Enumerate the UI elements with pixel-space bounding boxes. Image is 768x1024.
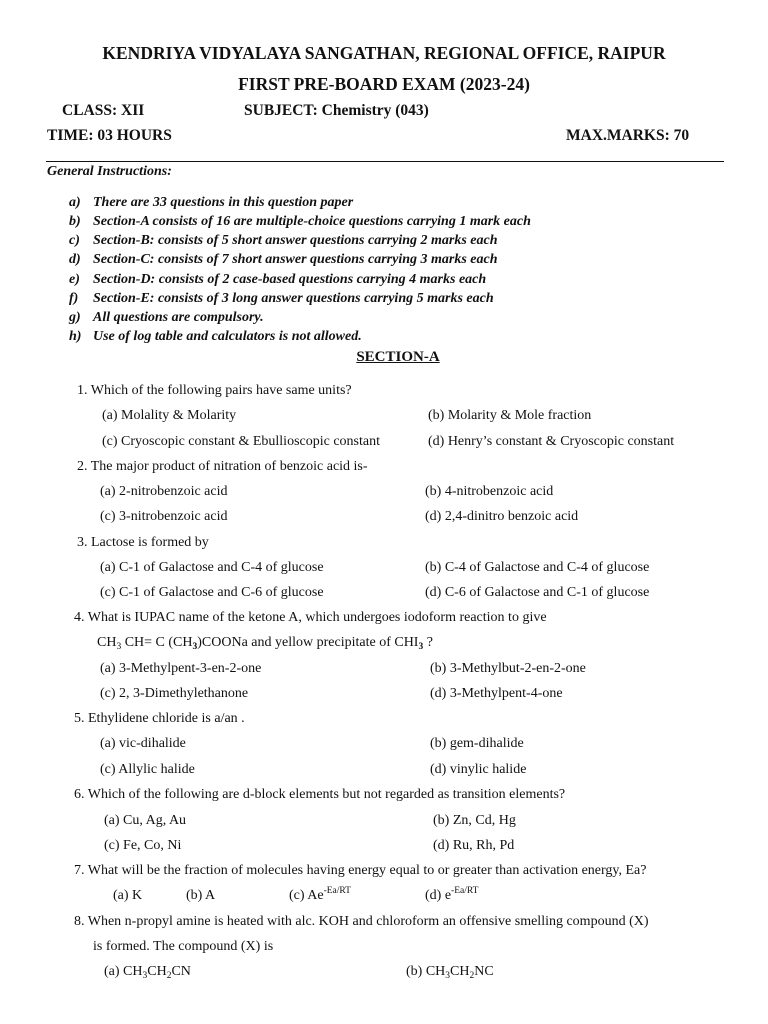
q1-option-b: (b) Molarity & Mole fraction (428, 408, 592, 423)
header-divider (46, 161, 724, 162)
q6-option-b: (b) Zn, Cd, Hg (433, 813, 516, 828)
question-5: 5. Ethylidene chloride is a/an . (74, 711, 245, 726)
instruction-key: a) (69, 195, 81, 210)
instruction-item (69, 291, 494, 307)
instructions-title: General Instructions: (47, 164, 172, 179)
q6-option-a: (a) Cu, Ag, Au (104, 813, 187, 828)
q2-option-b: (b) 4-nitrobenzoic acid (425, 484, 554, 499)
q5-option-c: (c) Allylic halide (100, 762, 195, 777)
instruction-key: g) (69, 310, 81, 325)
question-4: 4. What is IUPAC name of the ketone A, which undergoes iodoform reaction to give (74, 610, 547, 625)
instruction-item (69, 310, 264, 326)
q3-option-d: (d) C-6 of Galactose and C-1 of glucose (425, 585, 650, 600)
q3-option-c: (c) C-1 of Galactose and C-6 of glucose (100, 585, 324, 600)
question-6: 6. Which of the following are d-block elements but not regarded as transition elements? (74, 787, 566, 802)
q2-option-a: (a) 2-nitrobenzoic acid (100, 484, 228, 499)
instruction-text: Section-D: consists of 2 case-based questions carrying 4 marks each (93, 272, 487, 287)
question-7: 7. What will be the fraction of molecules having energy equal to or greater than activation energy, Ea? (74, 863, 647, 878)
q7-option-d: (d) $e^{-Ea/RT}$ (425, 886, 479, 903)
exam-title: FIRST PRE-BOARD EXAM (2023-24) (238, 74, 530, 94)
class-label: CLASS: XII (62, 102, 145, 119)
instruction-text: Section-C: consists of 7 short answer questions carrying 3 marks each (93, 252, 498, 267)
q6-option-c: (c) Fe, Co, Ni (104, 838, 182, 853)
question-4-formula: $CH_3$ CH= C $(CH_3)COONa$ and yellow precipitate of $CHI_3$ ? (97, 635, 433, 652)
instruction-item (69, 329, 362, 345)
instruction-text: Section-B: consists of 5 short answer questions carrying 2 marks each (93, 233, 498, 248)
instruction-text: Section-A consists of 16 are multiple-choice questions carrying 1 mark each (93, 214, 531, 229)
instruction-text: Use of log table and calculators is not allowed. (93, 329, 362, 344)
instruction-item (69, 272, 486, 288)
instruction-item (69, 233, 498, 249)
school-title: KENDRIYA VIDYALAYA SANGATHAN, REGIONAL OFFICE, RAIPUR (102, 43, 666, 63)
q1-option-c: (c) Cryoscopic constant & Ebullioscopic constant (102, 434, 380, 449)
instruction-key: e) (69, 272, 80, 287)
q2-option-d: (d) 2,4-dinitro benzoic acid (425, 509, 579, 524)
instruction-key: f) (69, 291, 79, 306)
question-3: 3. Lactose is formed by (77, 535, 209, 550)
q5-option-b: (b) gem-dihalide (430, 736, 524, 751)
q8-option-a: (a) $CH_3CH_2CN$ (104, 964, 191, 981)
instruction-item (69, 252, 498, 268)
instruction-text: Section-E: consists of 3 long answer questions carrying 5 marks each (93, 291, 494, 306)
q1-option-a: (a) Molality & Molarity (102, 408, 237, 423)
q4-option-b: (b) 3-Methylbut-2-en-2-one (430, 661, 586, 676)
q5-option-a: (a) vic-dihalide (100, 736, 186, 751)
q7-option-c: (c) $Ae^{-Ea/RT}$ (289, 886, 351, 903)
instruction-key: h) (69, 329, 82, 344)
q7-option-a: (a) K (113, 888, 143, 903)
question-8: 8. When n-propyl amine is heated with alc. KOH and chloroform an offensive smelling compound (X) (74, 914, 649, 929)
max-marks-label: MAX.MARKS: 70 (566, 127, 690, 144)
question-2: 2. The major product of nitration of benzoic acid is- (77, 459, 368, 474)
instruction-text: There are 33 questions in this question paper (93, 195, 354, 210)
q4-option-d: (d) 3-Methylpent-4-one (430, 686, 563, 701)
question-1: 1. Which of the following pairs have same units? (77, 383, 352, 398)
q3-option-b: (b) C-4 of Galactose and C-4 of glucose (425, 560, 650, 575)
q4-option-c: (c) 2, 3-Dimethylethanone (100, 686, 249, 701)
q4-option-a: (a) 3-Methylpent-3-en-2-one (100, 661, 262, 676)
instruction-item (69, 214, 531, 230)
instruction-text: All questions are compulsory. (93, 310, 264, 325)
instruction-key: c) (69, 233, 80, 248)
instruction-key: d) (69, 252, 81, 267)
question-8-continued: is formed. The compound (X) is (93, 939, 274, 954)
subject-label: SUBJECT: Chemistry (043) (244, 102, 429, 119)
instruction-item (69, 195, 353, 211)
q8-option-b: (b) $CH_3CH_2NC$ (406, 964, 494, 981)
q6-option-d: (d) Ru, Rh, Pd (433, 838, 515, 853)
section-heading: SECTION-A (356, 349, 440, 365)
q5-option-d: (d) vinylic halide (430, 762, 527, 777)
q1-option-d: (d) Henry’s constant & Cryoscopic constant (428, 434, 675, 449)
instruction-key: b) (69, 214, 81, 229)
q2-option-c: (c) 3-nitrobenzoic acid (100, 509, 228, 524)
q3-option-a: (a) C-1 of Galactose and C-4 of glucose (100, 560, 324, 575)
q7-option-b: (b) A (186, 888, 216, 903)
time-label: TIME: 03 HOURS (47, 127, 172, 144)
